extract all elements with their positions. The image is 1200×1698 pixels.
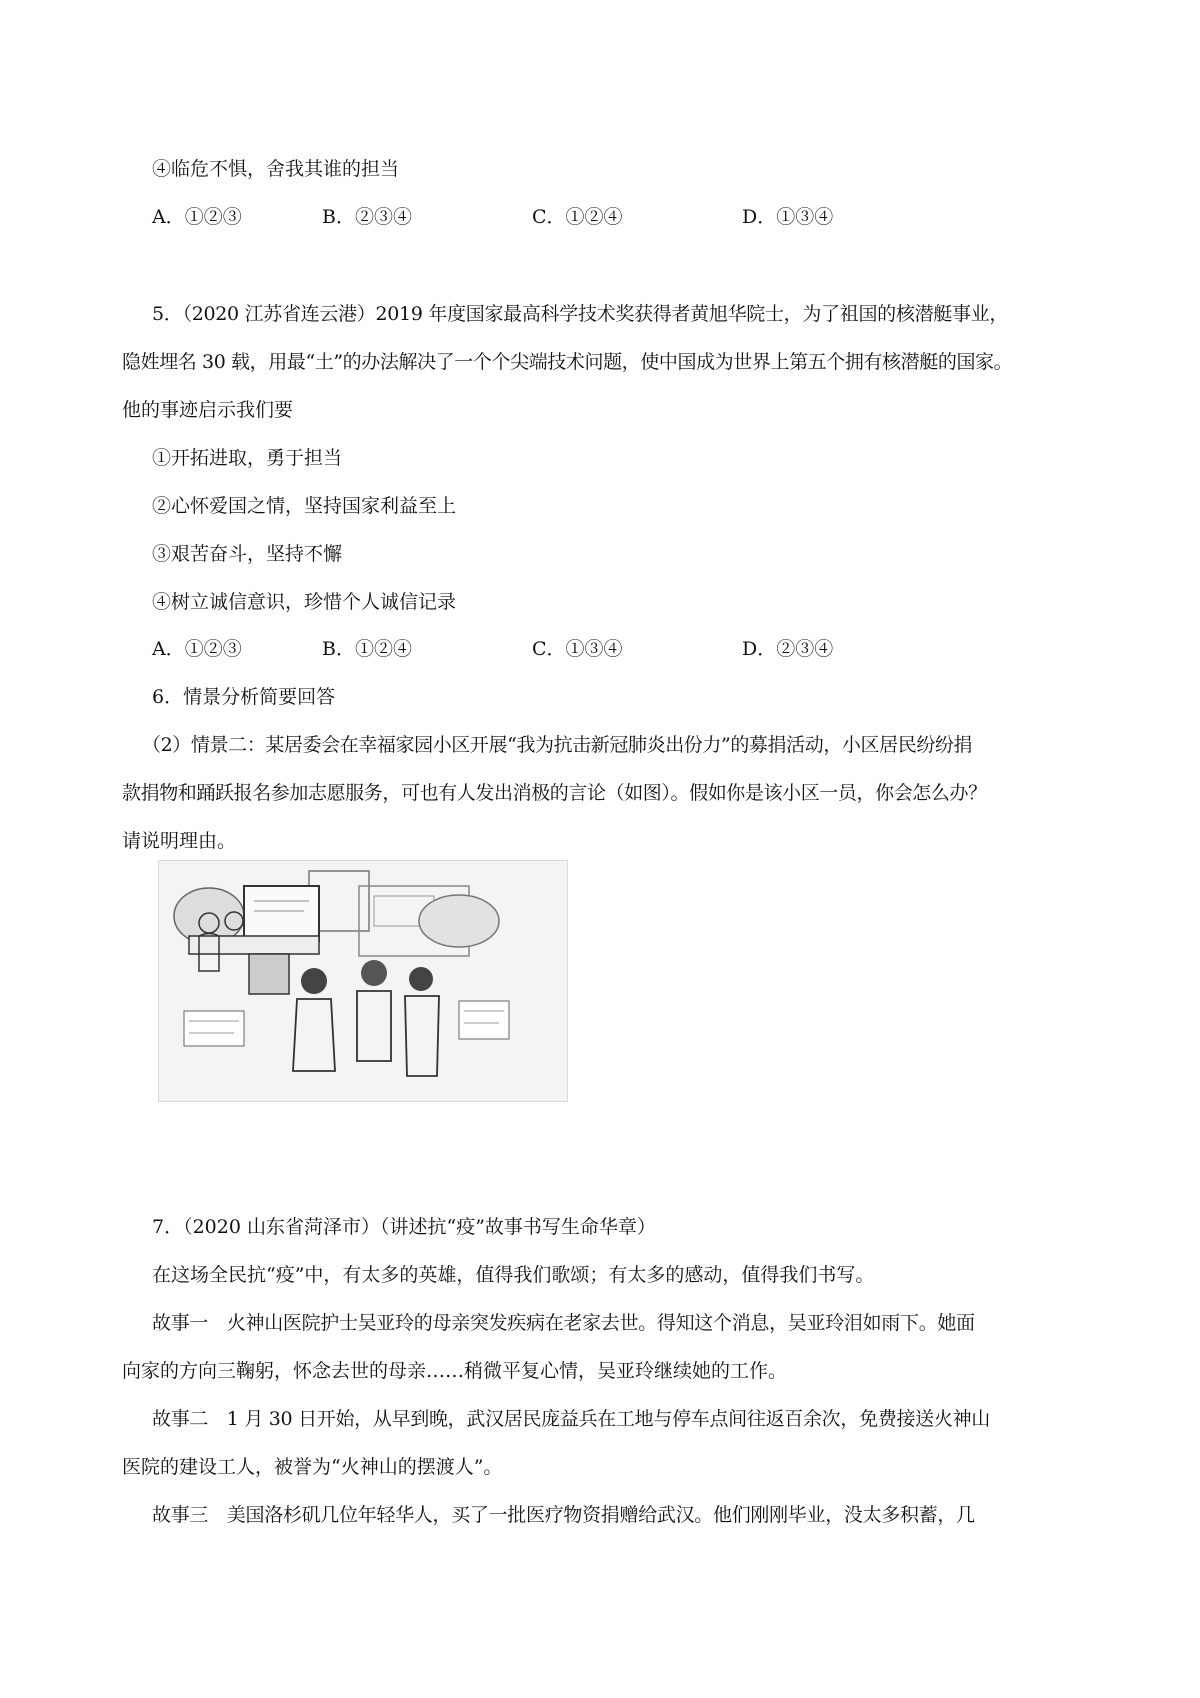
q5-item-3: ③艰苦奋斗，坚持不懈 <box>152 543 343 565</box>
q5-stem-line-3: 他的事迹启示我们要 <box>122 399 294 421</box>
q7-title: 7．（2020 山东省菏泽市）（讲述抗“疫”故事书写生命华章） <box>152 1216 656 1238</box>
q6-line-2: 款捐物和踊跃报名参加志愿服务，可也有人发出消极的言论（如图）。假如你是该小区一员，你会怎么办？ <box>122 782 987 804</box>
q7-story2-line-2: 医院的建设工人，被誉为“火神山的摆渡人”。 <box>122 1456 503 1478</box>
q7-intro: 在这场全民抗“疫”中，有太多的英雄，值得我们歌颂；有太多的感动，值得我们书写。 <box>152 1264 875 1286</box>
q4-option-b: B．②③④ <box>322 206 412 228</box>
q4-option-a: A．①②③ <box>152 206 242 228</box>
q5-item-2: ②心怀爱国之情，坚持国家利益至上 <box>152 495 457 517</box>
q5-option-d: D．②③④ <box>742 638 834 660</box>
q7-story1-line-1: 故事一 火神山医院护士吴亚玲的母亲突发疾病在老家去世。得知这个消息，吴亚玲泪如雨下。她面 <box>152 1312 975 1334</box>
q7-story3-line-1: 故事三 美国洛杉矶几位年轻华人，买了一批医疗物资捐赠给武汉。他们刚刚毕业，没太多积蓄，几 <box>152 1504 975 1526</box>
q6-title: 6．情景分析简要回答 <box>152 686 336 708</box>
q4-option-d: D．①③④ <box>742 206 834 228</box>
q5-option-a: A．①②③ <box>152 638 242 660</box>
q4-option-c: C．①②④ <box>532 206 623 228</box>
q4-item-4: ④临危不惧，舍我其谁的担当 <box>152 158 400 180</box>
q5-stem-line-2: 隐姓埋名 30 载，用最“土”的办法解决了一个个尖端技术问题，使中国成为世界上第五个拥有核潜艇的国家。 <box>122 351 1013 373</box>
q7-story2-line-1: 故事二 1 月 30 日开始，从早到晚，武汉居民庞益兵在工地与停车点间往返百余次，免费接送火神山 <box>152 1408 990 1430</box>
q5-item-1: ①开拓进取，勇于担当 <box>152 447 343 469</box>
q5-stem-line-1: 5．（2020 江苏省连云港）2019 年度国家最高科学技术奖获得者黄旭华院士，为了祖国的核潜艇事业， <box>152 303 1009 325</box>
q7-story1-line-2: 向家的方向三鞠躬，怀念去世的母亲……稍微平复心情，吴亚玲继续她的工作。 <box>122 1360 788 1382</box>
q5-item-4: ④树立诚信意识，珍惜个人诚信记录 <box>152 591 457 613</box>
q6-line-3: 请说明理由。 <box>122 830 237 852</box>
q5-option-b: B．①②④ <box>322 638 412 660</box>
q6-line-1: （2）情景二：某居委会在幸福家园小区开展“我为抗击新冠肺炎出份力”的募捐活动，小区居民纷纷捐 <box>142 734 973 756</box>
q5-option-c: C．①③④ <box>532 638 623 660</box>
donation-scene-illustration <box>158 860 568 1102</box>
